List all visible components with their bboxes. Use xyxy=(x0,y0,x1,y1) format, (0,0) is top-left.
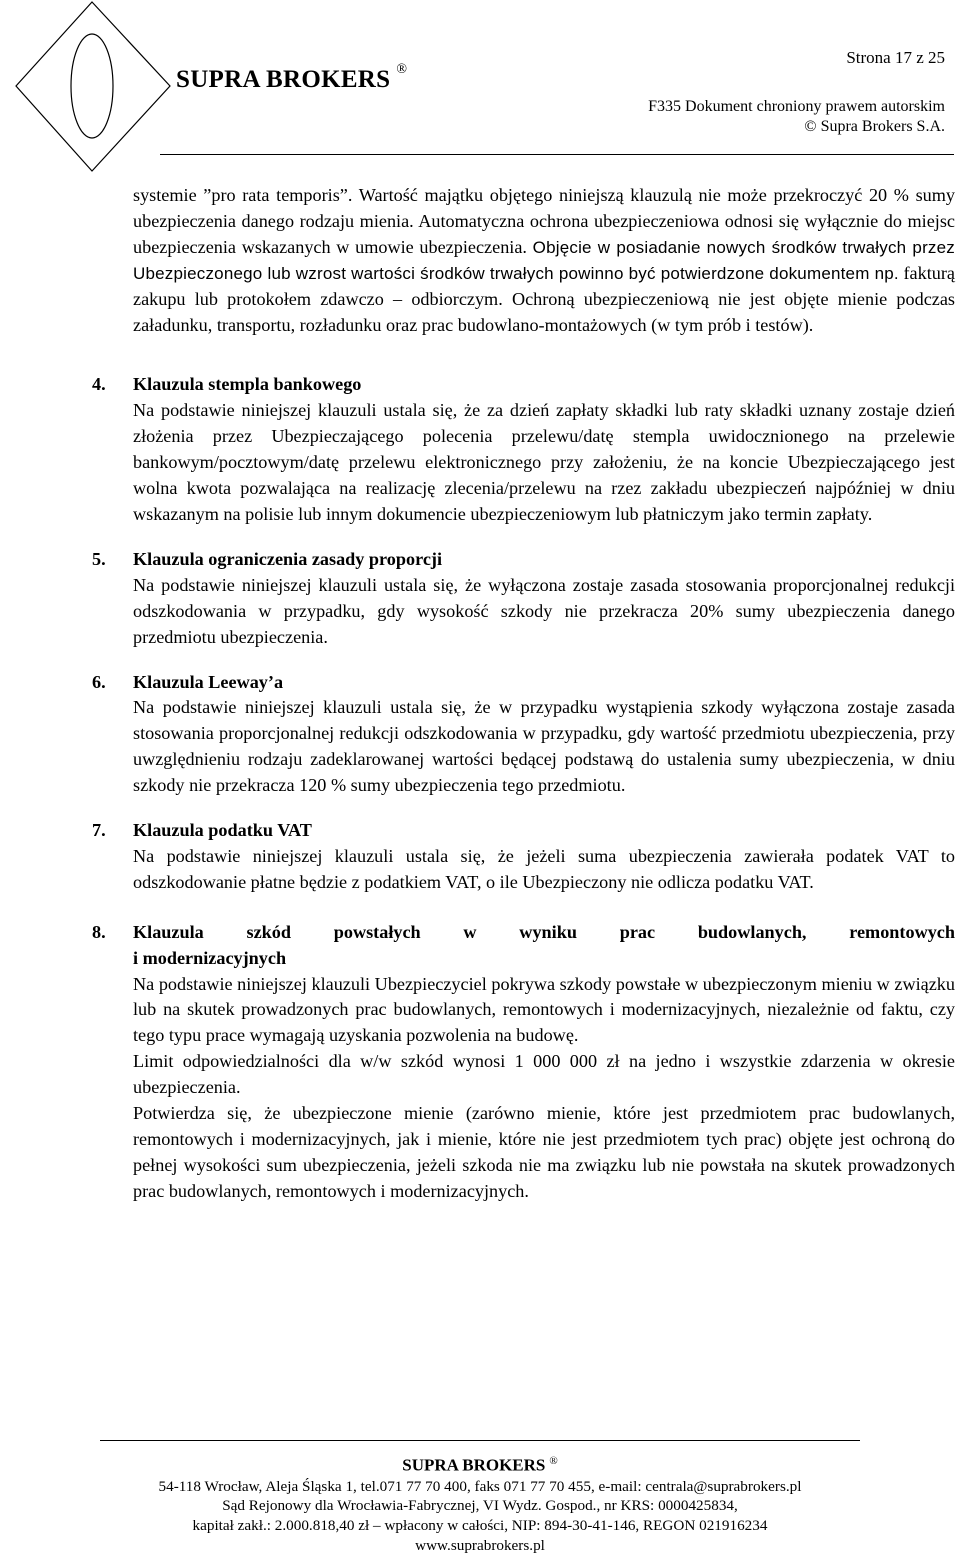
clause-title-line-1: Klauzula szkód powstałych w wyniku prac budowlanych, remontowych xyxy=(133,921,955,942)
clause-number: 7. xyxy=(92,820,106,841)
clause-text: Na podstawie niniejszej klauzuli Ubezpieczyciel pokrywa szkody powstałe w ubezpieczonym mieniu w związku lub na skutek prowadzonych prac budowlanych, remontowych i modernizacyjnych, niezależnie od faktu, czy tego typu prace wymagają uzyskania pozwolenia na budowę. xyxy=(133,973,955,1046)
footer-capital-tax-ids: kapitał zakł.: 2.000.818,40 zł – wpłacony w całości, NIP: 894-30-41-146, REGON 021916234 xyxy=(192,1517,768,1534)
clause-4 xyxy=(92,372,955,527)
clause-8 xyxy=(92,920,955,1205)
clause-text: Na podstawie niniejszej klauzuli ustala się, że wyłączona zostaje zasada stosowania proporcjonalnej redukcji odszkodowania w przypadku, gdy wysokość szkody nie przekracza 20% sumy ubezpieczenia danego przedmiotu ubezpieczenia. xyxy=(133,574,955,647)
header-brand: SUPRA BROKERS ® xyxy=(176,62,408,93)
clause-text: Na podstawie niniejszej klauzuli ustala się, że za dzień zapłaty składki lub raty składki uznany zostaje dzień złożenia przez Ubezpieczającego polecenia przelewu/datę stempla uwidocznionego na przelewie bankowym/pocztowym/datę przelewu elektronicznego przy założeniu, że na koncie Ubezpieczającego jest wolna kwota pozwalająca na realizację zlecenia/przelewu na rzez zakładu ubezpieczeń najpóźniej w dniu wskazanym na polisie lub innym dokumencie ubezpieczeniowym lub płatniczym jako termin zapłaty. xyxy=(133,400,955,524)
clause-text: Na podstawie niniejszej klauzuli ustala się, że w przypadku wystąpienia szkody wyłączona zostaje zasada stosowania proporcjonalnej redukcji odszkodowania w przypadku, gdy wartość przedmiotu ubezpieczenia, przy uwzględnieniu rodzaju zadeklarowanej wartości będącej podstawą do ustalenia sumy ubezpieczenia, w dniu szkody nie przekracza 120 % sumy ubezpieczenia tego przedmiotu. xyxy=(133,697,955,796)
clause-number: 6. xyxy=(92,671,106,692)
page-number: Strona 17 z 25 xyxy=(846,48,945,67)
clause-title: Klauzula ograniczenia zasady proporcji xyxy=(133,548,443,569)
copyright-notice: © Supra Brokers S.A. xyxy=(804,118,945,135)
clause-7 xyxy=(92,818,955,896)
clause-title xyxy=(133,920,955,972)
footer-address: 54-118 Wrocław, Aleja Śląska 1, tel.071 77 70 400, faks 071 77 70 455, e-mail: centrala@suprabrokers.pl xyxy=(158,1478,802,1495)
footer-brand: SUPRA BROKERS ® xyxy=(402,1455,558,1475)
intro-paragraph: systemie ”pro rata temporis”. Wartość majątku objętego niniejszą klauzulą nie może przekroczyć 20 % sumy ubezpieczenia danego rodzaju mienia. Automatyczna ochrona ubezpieczeniowa odnosi się wyłącznie do miejsc ubezpieczenia wskazanych w umowie ubezpieczenia. Objęcie w posiadanie nowych środków trwałych przez Ubezpieczonego lub wzrost wartości środków trwałych powinno być potwierdzone dokumentem np. fakturą zakupu lub protokołem zdawczo – odbiorczym. Ochroną ubezpieczeniową nie jest objęte mienie podczas załadunku, transportu, rozładunku oraz prac budowlano-montażowych (w tym prób i testów). xyxy=(133,185,956,335)
clause-number: 8. xyxy=(92,921,106,942)
footer-court-registration: Sąd Rejonowy dla Wrocławia-Fabrycznej, VI Wydz. Gospod., nr KRS: 0000425834, xyxy=(222,1497,738,1514)
document-id: F335 Dokument chroniony prawem autorskim xyxy=(648,98,945,115)
document-body xyxy=(92,183,956,1205)
clause-title: Klauzula Leeway’a xyxy=(133,671,284,692)
company-logo xyxy=(14,0,174,175)
clause-number: 4. xyxy=(92,374,106,395)
header-divider xyxy=(160,154,954,155)
clause-number: 5. xyxy=(92,548,106,569)
clause-5 xyxy=(92,547,955,651)
footer-website: www.suprabrokers.pl xyxy=(415,1537,545,1554)
clause-text: Na podstawie niniejszej klauzuli ustala się, że jeżeli suma ubezpieczenia zawierała podatek VAT to odszkodowanie płatne będzie z podatkiem VAT, o ile Ubezpieczony nie odlicza podatku VAT. xyxy=(133,845,955,892)
clause-text: Potwierdza się, że ubezpieczone mienie (zarówno mienie, które jest przedmiotem prac budowlanych, remontowych i modernizacyjnych, jak i mienie, które nie jest przedmiotem tych prac) objęte jest ochroną do pełnej wysokości sum ubezpieczenia, jeżeli szkoda nie ma związku lub nie powstała na skutek prowadzonych prac budowlanych, remontowych i modernizacyjnych. xyxy=(133,1103,955,1201)
footer-divider xyxy=(100,1440,860,1441)
clause-title-line-2: i modernizacyjnych xyxy=(133,947,287,968)
clause-title: Klauzula stempla bankowego xyxy=(133,374,362,395)
clause-6 xyxy=(92,670,955,800)
clause-title: Klauzula podatku VAT xyxy=(133,820,312,841)
clause-text: Limit odpowiedzialności dla w/w szkód wynosi 1 000 000 zł na jedno i wszystkie zdarzenia w okresie ubezpieczenia. xyxy=(133,1051,955,1098)
